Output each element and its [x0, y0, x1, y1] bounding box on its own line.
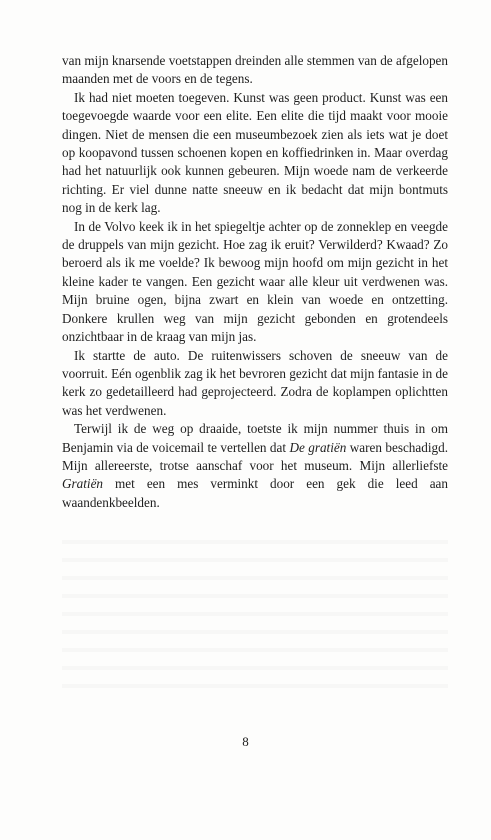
page-number: 8 [242, 734, 249, 749]
paragraph [62, 347, 448, 421]
text-segment: Ik startte de auto. De ruitenwissers schoven de sneeuw van de voorruit. Eén ogenblik zag ik het bevroren gezicht dat mijn fantasie in de kerk zo gedetailleerd had geprojecteerd. Zodra de koplampen oplichtten was het verdwenen. [62, 347, 448, 418]
paragraph [62, 89, 448, 218]
paragraph [62, 218, 448, 347]
italic-title: De gratiën [289, 439, 347, 455]
text-segment: Terwijl ik de weg op draaide, toetste ik mijn nummer thuis in om Benjamin via de voicemail te vertellen dat [62, 421, 448, 455]
italic-title: Gratiën [62, 476, 104, 492]
text-segment: van mijn knarsende voetstappen dreinden alle stemmen van de afgelopen maanden met de voors en de tegens. [62, 53, 448, 87]
text-segment: Ik had niet moeten toegeven. Kunst was geen product. Kunst was een toegevoegde waarde voor een elite. Een elite die tijd maakt voor mooie dingen. Niet de mensen die een museumbezoek zien als iets wat je doet op koopavond tussen schoenen kopen en koffiedrinken in. Maar overdag had het natuurlijk ook kunnen gebeuren. Mijn woede nam de verkeerde richting. Er viel dunne natte sneeuw en ik bedacht dat mijn bontmuts nog in de kerk lag. [62, 89, 448, 216]
text-segment: met een mes verminkt door een gek die leed aan waandenkbeelden. [62, 476, 448, 510]
show-through-shading [62, 530, 448, 700]
paragraph [62, 52, 448, 89]
text-segment: waren beschadigd. Mijn allereerste, trotse aanschaf voor het museum. Mijn allerliefste [62, 439, 448, 473]
paragraph [62, 420, 448, 512]
body-text [62, 52, 448, 512]
text-segment: In de Volvo keek ik in het spiegeltje achter op de zonneklep en veegde de druppels van mijn gezicht. Hoe zag ik eruit? Verwilderd? Kwaad? Zo beroerd als ik me voelde? Ik bewoog mijn hoofd om mijn gezicht in het kleine kader te vangen. Een gezicht waar alle kleur uit verdwenen was. Mijn bruine ogen, bijna zwart en klein van woede en ontzetting. Donkere krullen weg van mijn gezicht gebonden en grotendeels onzichtbaar in de kraag van mijn jas. [62, 218, 448, 345]
